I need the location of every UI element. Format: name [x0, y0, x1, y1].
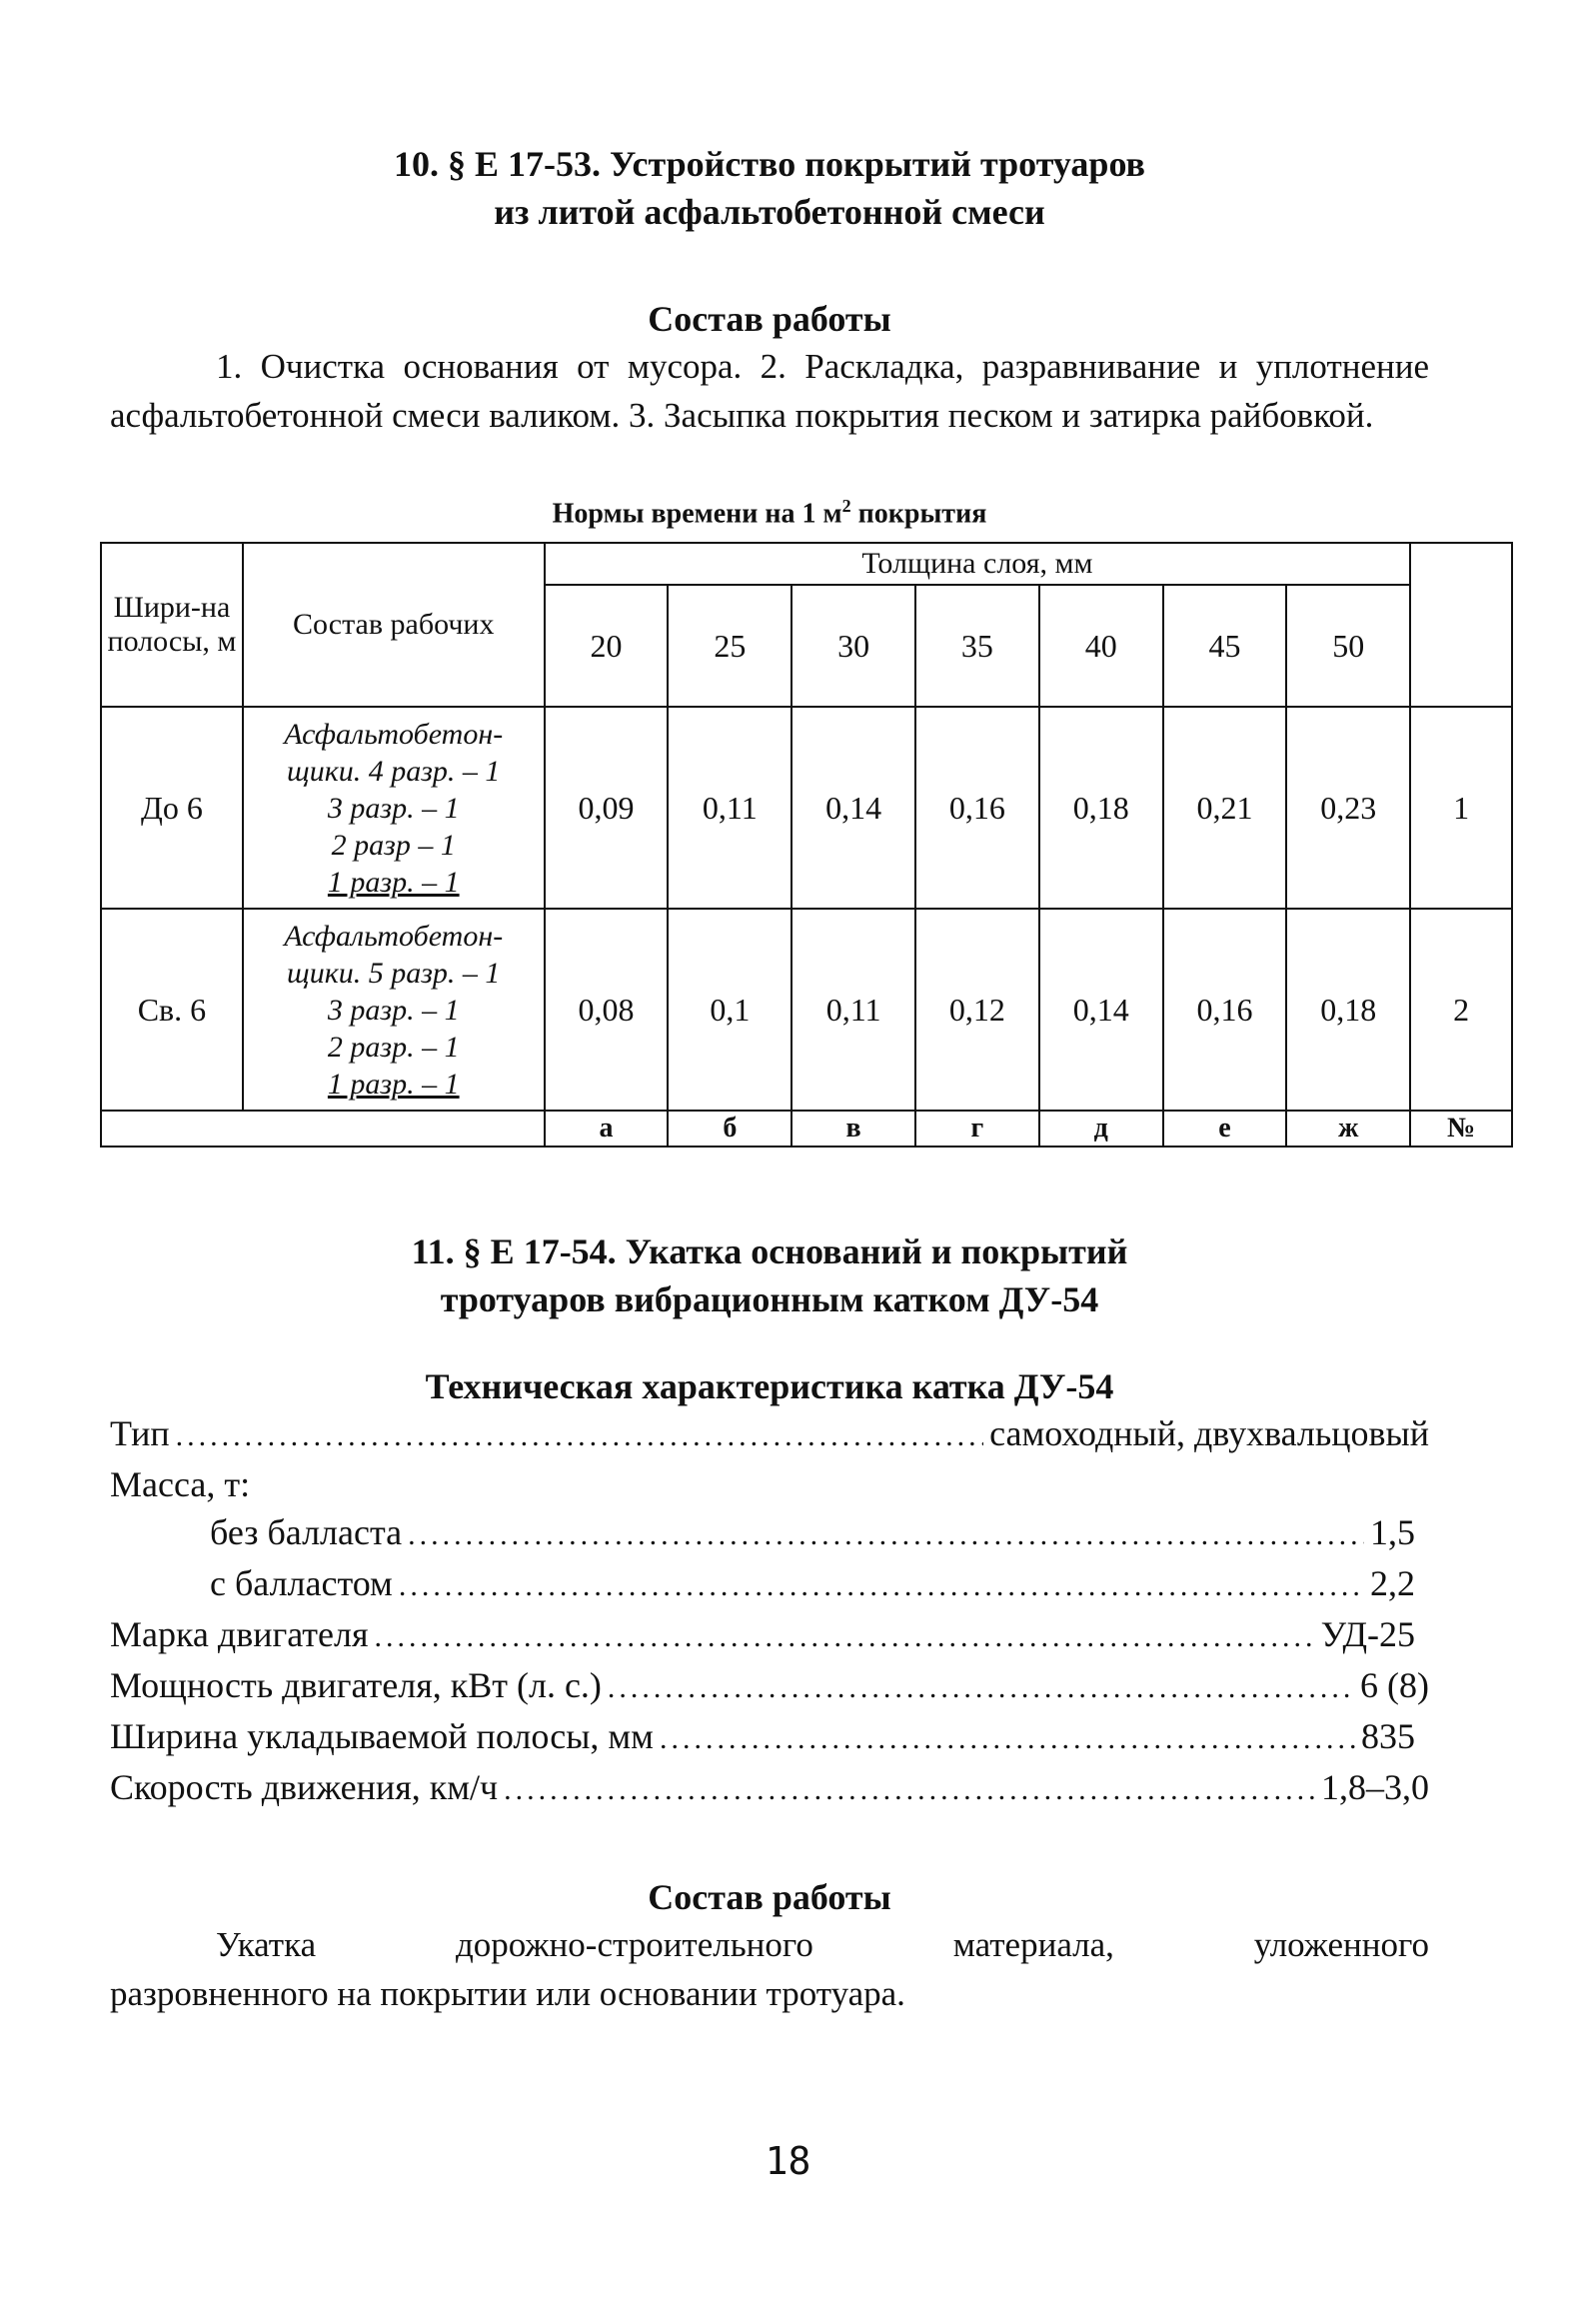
- letter-blank: [101, 1111, 545, 1147]
- row-width: До 6: [101, 707, 243, 909]
- value-cell: 0,16: [1163, 909, 1287, 1111]
- spec-row: [110, 1763, 1429, 1814]
- value-cell: 0,1: [668, 909, 791, 1111]
- spec-value: УД-25: [1320, 1614, 1415, 1655]
- thickness-col-20: 20: [545, 585, 669, 707]
- leader-dots: [660, 1715, 1355, 1763]
- row-composition: [243, 909, 545, 1111]
- work-word: Укатка: [216, 1925, 317, 1965]
- column-letter: е: [1163, 1111, 1287, 1147]
- spec-row: [110, 1610, 1429, 1661]
- column-letter: в: [791, 1111, 915, 1147]
- leader-dots: [176, 1412, 983, 1460]
- section2-title-line1: 11. § Е 17-54. Укатка оснований и покрытий: [411, 1231, 1128, 1272]
- spec-list: [110, 1409, 1429, 1814]
- value-cell: 0,11: [668, 707, 791, 909]
- value-cell: 0,12: [915, 909, 1039, 1111]
- leader-dots: [504, 1766, 1315, 1814]
- value-cell: 0,18: [1039, 707, 1163, 909]
- spec-row: [110, 1460, 1429, 1508]
- spec-value: 835: [1361, 1716, 1415, 1757]
- value-cell: 0,08: [545, 909, 669, 1111]
- thickness-col-35: 35: [915, 585, 1039, 707]
- spec-label: Тип: [110, 1413, 170, 1454]
- value-cell: 0,23: [1286, 707, 1410, 909]
- composition-line: щики. 5 разр. – 1: [287, 956, 501, 990]
- table-row: [101, 909, 1512, 1111]
- spec-value: 2,2: [1370, 1563, 1415, 1604]
- spec-row: [110, 1559, 1429, 1610]
- composition-line: 2 разр – 1: [331, 828, 456, 862]
- section1-work-text: 1. Очистка основания от мусора. 2. Раскладка, разравнивание и уплотнение асфальтобетонной смеси валиком. 3. Засыпка покрытия песком и затирка райбовкой.: [110, 347, 1429, 435]
- leader-dots: [375, 1613, 1315, 1661]
- header-number-blank: [1410, 543, 1512, 707]
- spec-value: 6 (8): [1360, 1665, 1429, 1706]
- section2-title-line2: тротуаров вибрационным катком ДУ-54: [440, 1279, 1099, 1320]
- row-number: 2: [1410, 909, 1512, 1111]
- section1-title-line2: из литой асфальтобетонной смеси: [494, 192, 1045, 232]
- composition-line: Асфальтобетон-: [284, 717, 504, 751]
- value-cell: 0,11: [791, 909, 915, 1111]
- composition-line: Асфальтобетон-: [284, 919, 504, 953]
- value-cell: 0,14: [791, 707, 915, 909]
- table-letter-row: [101, 1111, 1512, 1147]
- value-cell: 0,14: [1039, 909, 1163, 1111]
- composition-line: 1 разр. – 1: [327, 865, 460, 899]
- time-norms-table: [100, 542, 1513, 1148]
- header-width: Шири-на полосы, м: [101, 543, 243, 707]
- table-caption-suffix: покрытия: [850, 498, 987, 530]
- section2-work-title: Состав работы: [648, 1877, 891, 1918]
- column-letter: а: [545, 1111, 669, 1147]
- composition-line: 1 разр. – 1: [327, 1067, 460, 1101]
- thickness-col-40: 40: [1039, 585, 1163, 707]
- spec-value: самоходный, двухвальцовый: [989, 1413, 1429, 1454]
- spec-row: [110, 1409, 1429, 1460]
- row-composition: [243, 707, 545, 909]
- spec-title: Техническая характеристика катка ДУ-54: [425, 1366, 1114, 1407]
- leader-dots: [408, 1511, 1364, 1559]
- spec-label: Ширина укладываемой полосы, мм: [110, 1716, 654, 1757]
- page-number: 18: [765, 2139, 811, 2183]
- spec-value: 1,5: [1370, 1512, 1415, 1553]
- table-header-row-1: [101, 543, 1512, 585]
- section2: [110, 1227, 1429, 2018]
- table-caption: [110, 488, 1429, 532]
- value-cell: 0,18: [1286, 909, 1410, 1111]
- thickness-col-30: 30: [791, 585, 915, 707]
- section1-work-title: Состав работы: [648, 299, 891, 339]
- row-width: Св. 6: [101, 909, 243, 1111]
- thickness-col-50: 50: [1286, 585, 1410, 707]
- work-text-line2: разровненного на покрытии или основании тротуара.: [110, 1974, 905, 2014]
- composition-line: 2 разр. – 1: [327, 1030, 460, 1064]
- composition-line: 3 разр. – 1: [327, 993, 460, 1027]
- composition-line: щики. 4 разр. – 1: [287, 754, 501, 788]
- header-composition: Состав рабочих: [243, 543, 545, 707]
- row-number: 1: [1410, 707, 1512, 909]
- spec-label: без балласта: [210, 1512, 403, 1553]
- work-text-line1: [110, 1920, 1429, 1969]
- column-letter: д: [1039, 1111, 1163, 1147]
- spec-row: [110, 1661, 1429, 1712]
- value-cell: 0,21: [1163, 707, 1287, 909]
- thickness-col-45: 45: [1163, 585, 1287, 707]
- table-row: [101, 707, 1512, 909]
- composition-line: 3 разр. – 1: [327, 791, 460, 825]
- thickness-col-25: 25: [668, 585, 791, 707]
- table-caption-sup: 2: [841, 496, 851, 516]
- leader-dots: [399, 1562, 1364, 1610]
- spec-label: Марка двигателя: [110, 1614, 369, 1655]
- spec-label: с балластом: [210, 1563, 393, 1604]
- column-letter: ж: [1286, 1111, 1410, 1147]
- table-caption-prefix: Нормы времени на 1 м: [552, 498, 842, 530]
- document-page: [107, 140, 1476, 2018]
- column-letter: г: [915, 1111, 1039, 1147]
- work-word: уложенного: [1253, 1925, 1429, 1965]
- spec-value: 1,8–3,0: [1321, 1767, 1429, 1808]
- value-cell: 0,16: [915, 707, 1039, 909]
- header-thickness: Толщина слоя, мм: [545, 543, 1411, 585]
- spec-row: [110, 1712, 1429, 1763]
- number-label: №: [1410, 1111, 1512, 1147]
- column-letter: б: [668, 1111, 791, 1147]
- spec-row: [110, 1508, 1429, 1559]
- section1-title-line1: 10. § Е 17-53. Устройство покрытий тротуаров: [393, 144, 1145, 184]
- spec-label: Мощность двигателя, кВт (л. с.): [110, 1665, 602, 1706]
- spec-label: Масса, т:: [110, 1464, 251, 1505]
- work-word: дорожно-строительного: [455, 1925, 813, 1965]
- leader-dots: [608, 1664, 1354, 1712]
- value-cell: 0,09: [545, 707, 669, 909]
- work-word: материала,: [952, 1925, 1114, 1965]
- section2-work-text: [110, 1920, 1429, 2018]
- spec-label: Скорость движения, км/ч: [110, 1767, 499, 1808]
